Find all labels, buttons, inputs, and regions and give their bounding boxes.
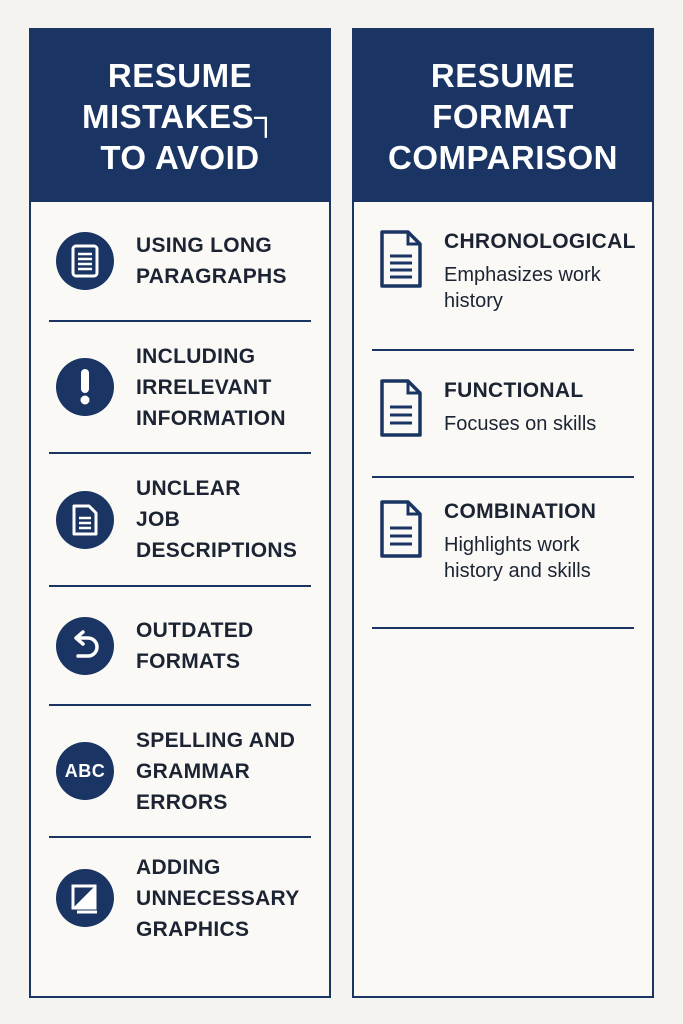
mistake-item [49, 838, 311, 958]
abc-icon [56, 742, 114, 800]
format-comparison-panel [352, 28, 654, 998]
mistakes-panel [29, 28, 331, 998]
format-item [372, 351, 634, 478]
mistake-item [49, 587, 311, 706]
document-icon [378, 377, 426, 444]
mistake-label: SPELLING AND GRAMMAR ERRORS [136, 728, 296, 814]
format-text [444, 498, 596, 584]
format-name: FUNCTIONAL [444, 379, 584, 402]
format-description: Focuses on skills [444, 413, 597, 435]
mistake-item [49, 202, 311, 322]
mistake-item [49, 454, 311, 587]
exclamation-icon [56, 358, 114, 416]
format-header [354, 30, 652, 202]
graphic-frame-icon [56, 869, 114, 927]
format-description: Highlights work history and skills [444, 534, 591, 582]
format-item [372, 478, 634, 629]
format-title: RESUME FORMAT COMPARISON [388, 56, 618, 176]
format-name: CHRONOLOGICAL [444, 230, 636, 253]
undo-arrow-icon [56, 617, 114, 675]
format-text [444, 377, 596, 437]
format-description: Emphasizes work history [444, 264, 601, 312]
format-text [444, 228, 636, 314]
mistake-label: USING LONG PARAGRAPHS [136, 234, 287, 288]
mistake-label: UNCLEAR JOB DESCRIPTIONS [136, 477, 298, 562]
document-icon [56, 491, 114, 549]
mistake-label: OUTDATED FORMATS [136, 618, 254, 673]
mistakes-header [31, 30, 329, 202]
document-icon [378, 498, 426, 565]
abc-icon-text: ABC [64, 760, 106, 781]
document-lines-icon [56, 232, 114, 290]
mistakes-title: RESUME MISTAKES┐ TO AVOID [82, 56, 278, 176]
format-name: COMBINATION [444, 500, 597, 523]
mistake-item [49, 322, 311, 454]
mistake-item [49, 706, 311, 838]
document-icon [378, 228, 426, 295]
mistake-label: ADDING UNNECESSARY GRAPHICS [136, 855, 300, 941]
mistake-label: INCLUDING IRRELEVANT INFORMATION [136, 344, 286, 430]
format-item [372, 202, 634, 351]
